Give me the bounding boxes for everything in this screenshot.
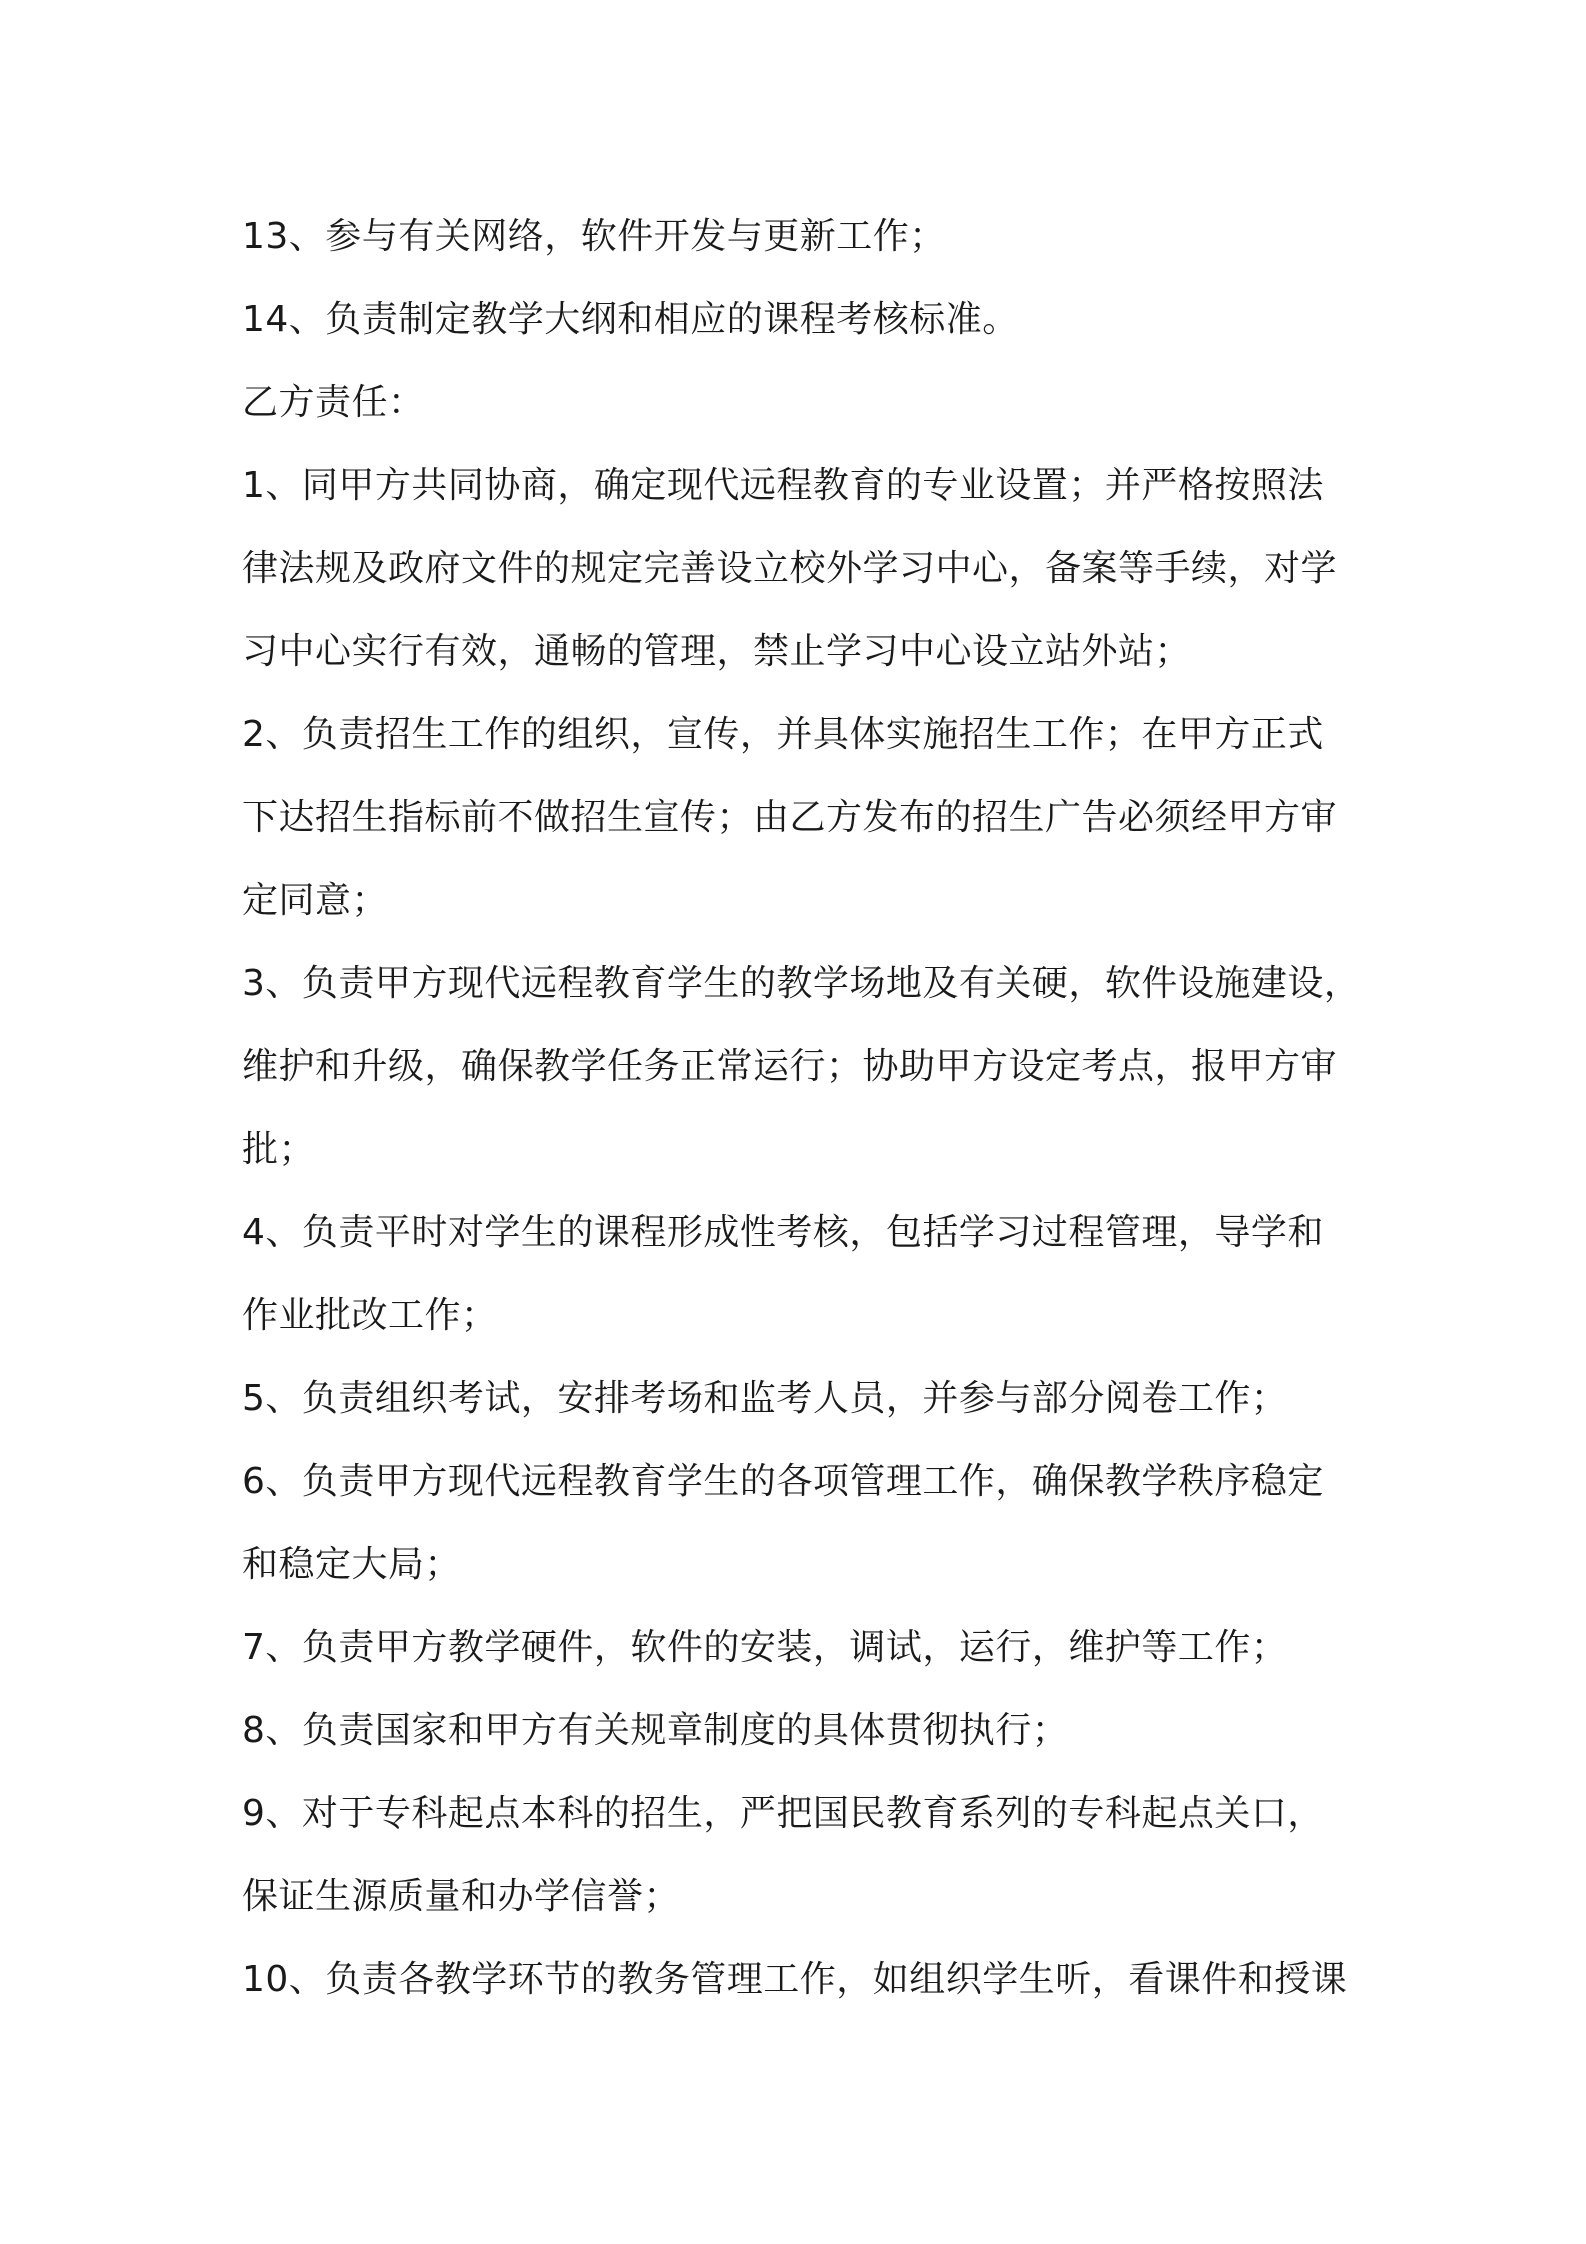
text-line-13: 4、负责平时对学生的课程形成性考核，包括学习过程管理，导学和 <box>242 1212 1324 1253</box>
text-line-15: 5、负责组织考试，安排考场和监考人员，并参与部分阅卷工作； <box>242 1378 1288 1419</box>
text-line-16: 6、负责甲方现代远程教育学生的各项管理工作，确保教学秩序稳定 <box>242 1461 1324 1502</box>
text-line-19: 8、负责国家和甲方有关规章制度的具体贯彻执行； <box>242 1710 1069 1751</box>
text-line-6: 习中心实行有效，通畅的管理，禁止学习中心设立站外站； <box>242 631 1192 672</box>
text-line-12: 批； <box>242 1129 316 1170</box>
text-line-9: 定同意； <box>242 880 389 921</box>
text-line-22: 10、负责各教学环节的教务管理工作，如组织学生听，看课件和授课 <box>242 1959 1348 2000</box>
text-line-10: 3、负责甲方现代远程教育学生的教学场地及有关硬，软件设施建设， <box>242 963 1361 1004</box>
text-line-8: 下达招生指标前不做招生宣传；由乙方发布的招生广告必须经甲方审 <box>242 797 1338 838</box>
text-line-18: 7、负责甲方教学硬件，软件的安装，调试，运行，维护等工作； <box>242 1627 1288 1668</box>
text-line-21: 保证生源质量和办学信誉； <box>242 1876 681 1917</box>
document-body <box>242 195 1362 2021</box>
text-line-11: 维护和升级，确保教学任务正常运行；协助甲方设定考点，报甲方审 <box>242 1046 1338 1087</box>
text-line-7: 2、负责招生工作的组织，宣传，并具体实施招生工作；在甲方正式 <box>242 714 1324 755</box>
text-line-5: 律法规及政府文件的规定完善设立校外学习中心，备案等手续，对学 <box>242 548 1338 589</box>
text-line-2: 14、负责制定教学大纲和相应的课程考核标准。 <box>242 299 1019 340</box>
text-line-4: 1、同甲方共同协商，确定现代远程教育的专业设置；并严格按照法 <box>242 465 1324 506</box>
text-line-17: 和稳定大局； <box>242 1544 462 1585</box>
section-heading: 乙方责任： <box>242 382 425 423</box>
text-line-20: 9、对于专科起点本科的招生，严把国民教育系列的专科起点关口， <box>242 1793 1324 1834</box>
text-line-14: 作业批改工作； <box>242 1295 498 1336</box>
text-line-1: 13、参与有关网络，软件开发与更新工作； <box>242 216 946 257</box>
